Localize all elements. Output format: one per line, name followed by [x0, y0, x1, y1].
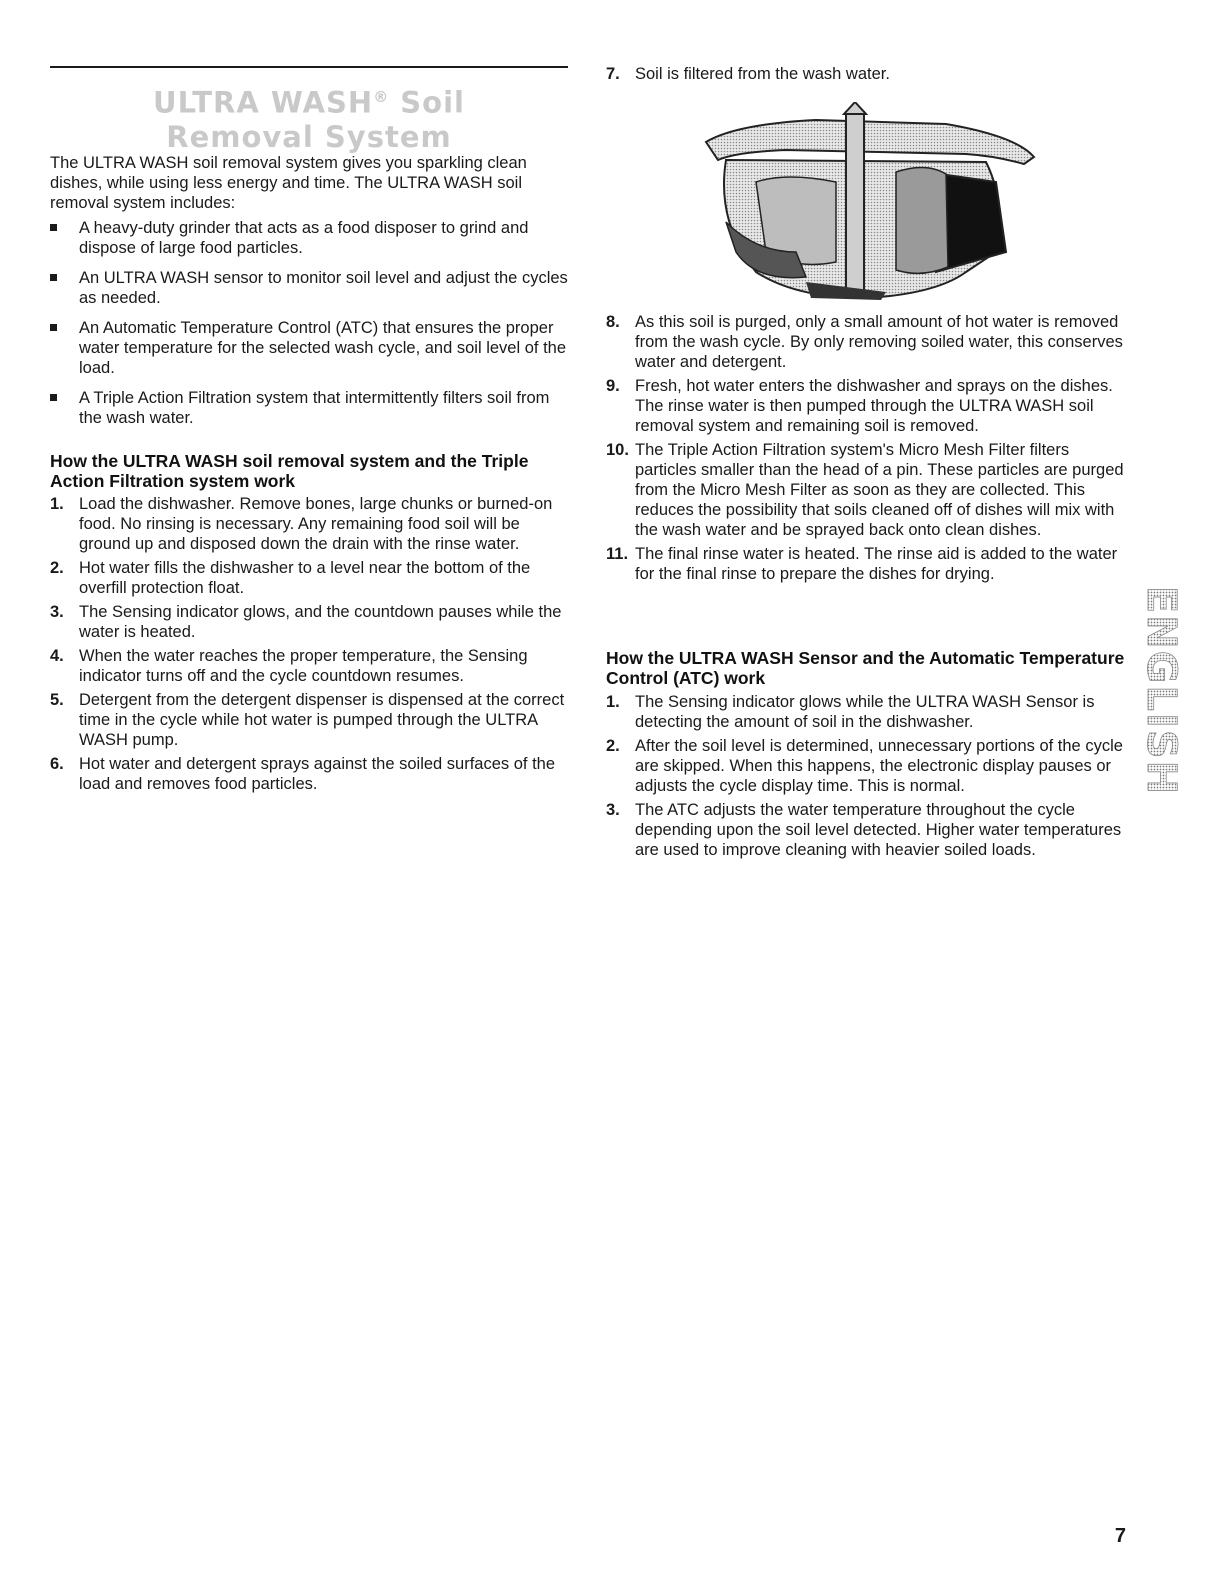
page-title: ULTRA WASH® Soil Removal System	[153, 85, 465, 154]
list-item: 1. Load the dishwasher. Remove bones, large chunks or burned-on food. No rinsing is necessary. Any remaining food soil will be ground up and disposed down the drain with the rinse water.	[50, 495, 553, 553]
list-item: 6. Hot water and detergent sprays against the soiled surfaces of the load and removes food particles.	[50, 755, 556, 793]
steps-list-left	[50, 494, 568, 798]
bullet-square-icon	[50, 394, 57, 401]
title-rule	[50, 66, 568, 68]
step-7	[606, 64, 1134, 88]
list-item: An Automatic Temperature Control (ATC) that ensures the proper water temperature for the selected wash cycle, and soil level of the load.	[50, 318, 568, 378]
page-number: 7	[1114, 1525, 1126, 1547]
list-item: 2. Hot water fills the dishwasher to a level near the bottom of the overfill protection float.	[50, 559, 531, 597]
soil-removal-system-illustration	[696, 102, 1042, 302]
list-item: 9. Fresh, hot water enters the dishwasher and sprays on the dishes. The rinse water is then pumped through the ULTRA WASH soil removal system and remaining soil is removed.	[606, 377, 1113, 435]
list-item: An ULTRA WASH sensor to monitor soil level and adjust the cycles as needed.	[50, 268, 568, 308]
list-item: 11. The final rinse water is heated. The rinse aid is added to the water for the final rinse to prepare the dishes for drying.	[606, 545, 1118, 583]
list-item: A heavy-duty grinder that acts as a food disposer to grind and dispose of large food particles.	[50, 218, 568, 258]
bullet-square-icon	[50, 224, 57, 231]
steps-list-right	[606, 312, 1134, 588]
section-heading-sensor: How the ULTRA WASH Sensor and the Automatic Temperature Control (ATC) work	[606, 648, 1125, 688]
list-item: 3. The Sensing indicator glows, and the countdown pauses while the water is heated.	[50, 603, 562, 641]
list-item: 2. After the soil level is determined, unnecessary portions of the cycle are skipped. When this happens, the electronic display pauses or adjusts the cycle display time. This is normal.	[606, 737, 1123, 795]
list-item: 4. When the water reaches the proper temperature, the Sensing indicator turns off and the cycle countdown resumes.	[50, 647, 528, 685]
list-item: 3. The ATC adjusts the water temperature throughout the cycle depending upon the soil level detected. Higher water temperatures are used to improve cleaning with heavier soiled loads.	[606, 801, 1122, 859]
list-item: 8. As this soil is purged, only a small amount of hot water is removed from the wash cycle. By only removing soiled water, this conserves water and detergent.	[606, 313, 1123, 371]
list-item: A Triple Action Filtration system that intermittently filters soil from the wash water.	[50, 388, 568, 428]
sensor-steps-list	[606, 692, 1134, 864]
section-heading-filtration: How the ULTRA WASH soil removal system and the Triple Action Filtration system work	[50, 451, 529, 491]
language-tab-label: ENGLISH	[1138, 585, 1184, 797]
bullet-square-icon	[50, 324, 57, 331]
list-item: 7. Soil is filtered from the wash water.	[606, 65, 890, 83]
features-list	[50, 218, 568, 438]
list-item: 1. The Sensing indicator glows while the ULTRA WASH Sensor is detecting the amount of soil in the dishwasher.	[606, 693, 1095, 731]
bullet-square-icon	[50, 274, 57, 281]
list-item: 10. The Triple Action Filtration system's Micro Mesh Filter filters particles smaller than the head of a pin. These particles are purged from the Micro Mesh Filter as soon as they are collected. This reduces the possibility that soils cleaned off of dishes will mix with the wash water and be sprayed back onto clean dishes.	[606, 441, 1124, 539]
intro-paragraph: The ULTRA WASH soil removal system gives you sparkling clean dishes, while using less energy and time. The ULTRA WASH soil removal system includes:	[50, 154, 527, 212]
list-item: 5. Detergent from the detergent dispenser is dispensed at the correct time in the cycle while hot water is pumped through the ULTRA WASH pump.	[50, 691, 565, 749]
language-tab	[1134, 568, 1184, 814]
